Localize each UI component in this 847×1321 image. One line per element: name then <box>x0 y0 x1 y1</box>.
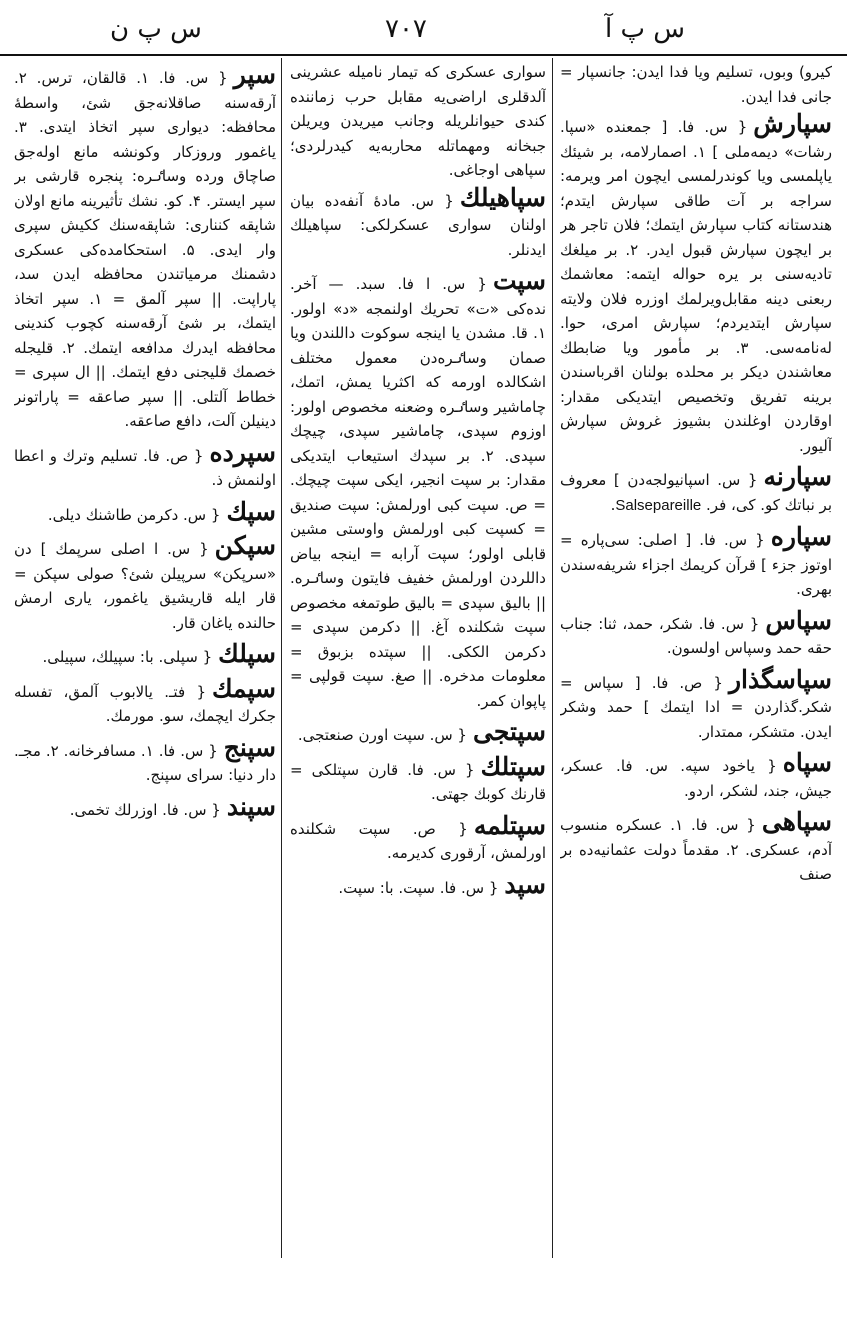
entry <box>14 733 276 788</box>
entry <box>14 438 276 493</box>
entry-headword: سپاهی <box>761 807 832 836</box>
entry-body: { س. ا اصلی سرپمك ] دن «سرپکن» سرپیلن شئ؟ صولی سپکن = قار ایله قاریشیق یاغمور، یاری ارمش حالنده یاغان قار. <box>14 540 276 632</box>
entry-body: { س. فا. سپت. با: سپت. <box>338 878 499 897</box>
entry-headword: سپمك <box>211 673 276 703</box>
header-right-guide-letters: س پ آ <box>605 14 685 44</box>
entry-headword: سپاره <box>770 522 832 551</box>
entry-body: { س. دکرمن طاشنك دیلی. <box>47 505 221 524</box>
entry-latin-term: Salsepareille <box>615 496 702 514</box>
entry-headword: سپت <box>492 266 546 295</box>
entry-body: { س. سپت اورن صنعتجی. <box>297 726 467 744</box>
entry-headword: سپنج <box>223 732 276 762</box>
entry-headword: سپاهیلك <box>459 182 546 212</box>
page-number: ٧٠٧ <box>385 14 427 44</box>
page-header <box>0 0 847 56</box>
entry-headword: سپتجی <box>472 717 546 746</box>
entry-body: { س. اسپانیولجه‌دن ] معروف بر نباتك کو. کی، فر. <box>560 471 832 514</box>
entry-headword: سپتلمه <box>473 810 546 840</box>
entry <box>14 497 276 528</box>
column-middle <box>290 60 546 1260</box>
entry <box>290 266 546 713</box>
entry <box>14 60 276 434</box>
entry-headword: سپلك <box>218 639 276 668</box>
entry-body: { ص. فا. [ سپاس = شکر.گذاردن = ادا ایتمك ] حمد وشکر ایدن. متشکر، ممتدار. <box>560 673 832 741</box>
entry-headword: سپر <box>233 60 276 89</box>
entry-headword: سپکن <box>214 531 276 560</box>
entry-headword: سپك <box>226 496 276 526</box>
column-right-lead-text: کیرو) وبوں، تسلیم ویا فدا ایدن: جانسپار = جانی فدا ایدن. <box>560 63 832 106</box>
entry <box>290 717 546 748</box>
entry <box>560 462 832 518</box>
entry-headword: سپارش <box>753 109 832 138</box>
entry-headword: سپارنه <box>763 462 832 491</box>
entry-headword: سپرده <box>209 437 276 467</box>
entry-headword: سپاس <box>765 605 832 635</box>
entry <box>290 811 546 866</box>
entry <box>560 748 832 803</box>
entry-body: { س. مادهٔ آنفه‌ده بیان اولنان سواری عسکرلکی: سپاهیلك ایدنلر. <box>290 191 546 259</box>
entry-body: { ص. سپت شکلنده اورلمش، آرقوری کدیرمه. <box>290 819 546 862</box>
entry-headword: سپتلك <box>480 751 546 781</box>
entry-body: { س. فا. [ جمعنده «سپا. رشات» دیمه‌ملی ] ۱. اصمارلامه، بر شیئك یاپلمسی ویا کوندرلمسی ایچون امر ویرمه: سراجه بر آت طاقی سپارش ایتدم؛ هندستانه کتاب سپارش ایتمك؛ فلان تاجر هر بر ایچون سپارش قبول ایدر. ۲. بر میلغك تادیه‌سنی بر یره حواله ایتمه: معاشمك ربعنی دینه مقابل‌ویرلمك اوزره فلان ولایته سپارش ایتدیردم؛ سپارش امری، حوا. له‌نامه‌سی. ۳. بر مأمور ویا ضابطك معاشندن دیکر بر محلده بولنان اقرباسندن برینه تفریق وتخصیص ایتدیکی مقدار: اوقاردن اوغلندن بشیوز غروش سپارش آلیور. <box>560 118 832 455</box>
entry-body: { ص. فا. تسلیم وترك و اعطا اولنمش ذ. <box>14 446 276 489</box>
entry <box>560 606 832 661</box>
entry <box>290 183 546 263</box>
entry-body: { س. فا. شکر، حمد، ثنا: جناب حقه حمد وسپاس اولسون. <box>560 614 832 657</box>
entry <box>560 807 832 887</box>
entry <box>14 639 276 670</box>
entry <box>14 531 276 635</box>
entry <box>14 792 276 823</box>
entry-body-end: . <box>610 495 616 514</box>
column-left <box>14 60 276 1260</box>
entry-body: { س. فا. ۱. مسافرخانه. ۲. مجـ. دار دنیا: سرای سپنج. <box>14 741 276 784</box>
entry-headword: سپاسگذار <box>728 664 832 694</box>
entry <box>290 870 546 901</box>
header-rule <box>0 54 847 56</box>
column-right <box>560 60 832 1260</box>
entry-body: { س. فا. اوزرلك تخمی. <box>69 800 221 819</box>
header-left-guide-letters: س پ ن <box>110 14 202 44</box>
entry <box>290 752 546 807</box>
entry-headword: سپاه <box>782 748 832 777</box>
entry <box>560 665 832 745</box>
entry-headword: سپد <box>504 869 546 899</box>
entry-body: { س. فا. قارن سپتلکی = قارنك کوبك جهتی. <box>290 760 546 803</box>
entry-body: { سپلی. با: سپیلك، سپیلی. <box>42 648 213 666</box>
entry-body: { فتـ. یالابوب آلمق، تفسله جکرك ایچمك، سو. مورمك. <box>14 682 276 725</box>
entry <box>560 522 832 602</box>
column-divider-right <box>552 58 553 1258</box>
entry-body: { س. ا فا. سبد. — آخر. نده‌کی «ت» تحریك اولنمجه «د» اولور. ۱. قا. مشدن یا اینجه سوکوت داللندن ویا صمان وساٸره‌دن معمول مختلف اشکالده اورمه که اکثریا یمش، اتمك، چاماشیر وساٸره وضعنه مخصوص اولور: اوزوم سپدی، چاماشیر سپدی، چیچك سپدی. ۲. بر سپدك استیعاب ایتدیکی مقدار: بر سپت انجیر، ایکی سپت چیچك. = ص. سپت کبی اورلمش: سپت صندیق = کسپت کبی اورلمش واوستی مشین قابلی اولور؛ سپت آرابه = اینجه بیاض داللردن اورلمش خفیف فایتون وساٸره. || بالیق سپدی = بالیق طوتمغه مخصوص سپت شکلنده آغ. || دکرمن سپدی = دکرمن الککی. || سپتده بزبوق = معلومات مدخره. || صغ. سپت قولپی = پاپوان کمر. <box>290 275 546 710</box>
entry-body: { س. فا. ۱. قالقان، ترس. ۲. آرقه‌سنه صاقلانه‌جق شئ، واسطهٔ محافظه: دیواری سپر اتخاذ ایتدی. ۳. یاغمور وروزکار وکونشه مانع اوله‌جق صاچاق ورده وساٸره: پنجره قارشی بر سپر ایستر. ۴. کو. نشك تأثیرینه مانع اولان شاپقه کنناری: شاپقه‌سنك ککیش سپری وار ایدی. ۵. استحکامده‌کی عسکری دشمنك مرمیاتندن محافظه ایدن سد، پاراپت. || سپر آلمق = ۱. سپر اتخاذ ایتمك، بر شئ آرقه‌سنه کچوب کندینی محافظه ایدرك مدافعه ایتمك. ۲. قلیجله خصمك قلیجنی دفع ایتمك. || ال سپری = خطاط آلتلی. || سپر صاعقه = پاراتونر دینیلن آلت، دافع صاعقه. <box>14 69 276 430</box>
column-divider-left <box>281 58 282 1258</box>
entry-headword: سپند <box>226 791 276 821</box>
entry-body: { س. فا. ۱. عسکره منسوب آدم، عسکری. ۲. مقدماً دولت عثمانیه‌ده بر صنف <box>560 816 832 883</box>
column-middle-lead-text: سواری عسکری که تیمار نامیله عشرینی آلدقلری اراضی‌یه مقابل حرب زماننده کندی حیوانلریله وجانب میریدن ویریلن جبخانه ومهماتله محاربه‌یه کیدرلردی؛ سپاهی اوجاغی. <box>290 63 546 179</box>
entry <box>560 109 832 458</box>
entry-body: { س. فا. [ اصلی: سی‌پاره = اوتوز جزء ] قرآن کریمك اجزاء شریفه‌سندن بهری. <box>560 531 832 598</box>
entry <box>14 674 276 729</box>
entry-body: { یاخود سپه. س. فا. عسکر، جیش، جند، لشکر، اردو. <box>560 757 832 800</box>
